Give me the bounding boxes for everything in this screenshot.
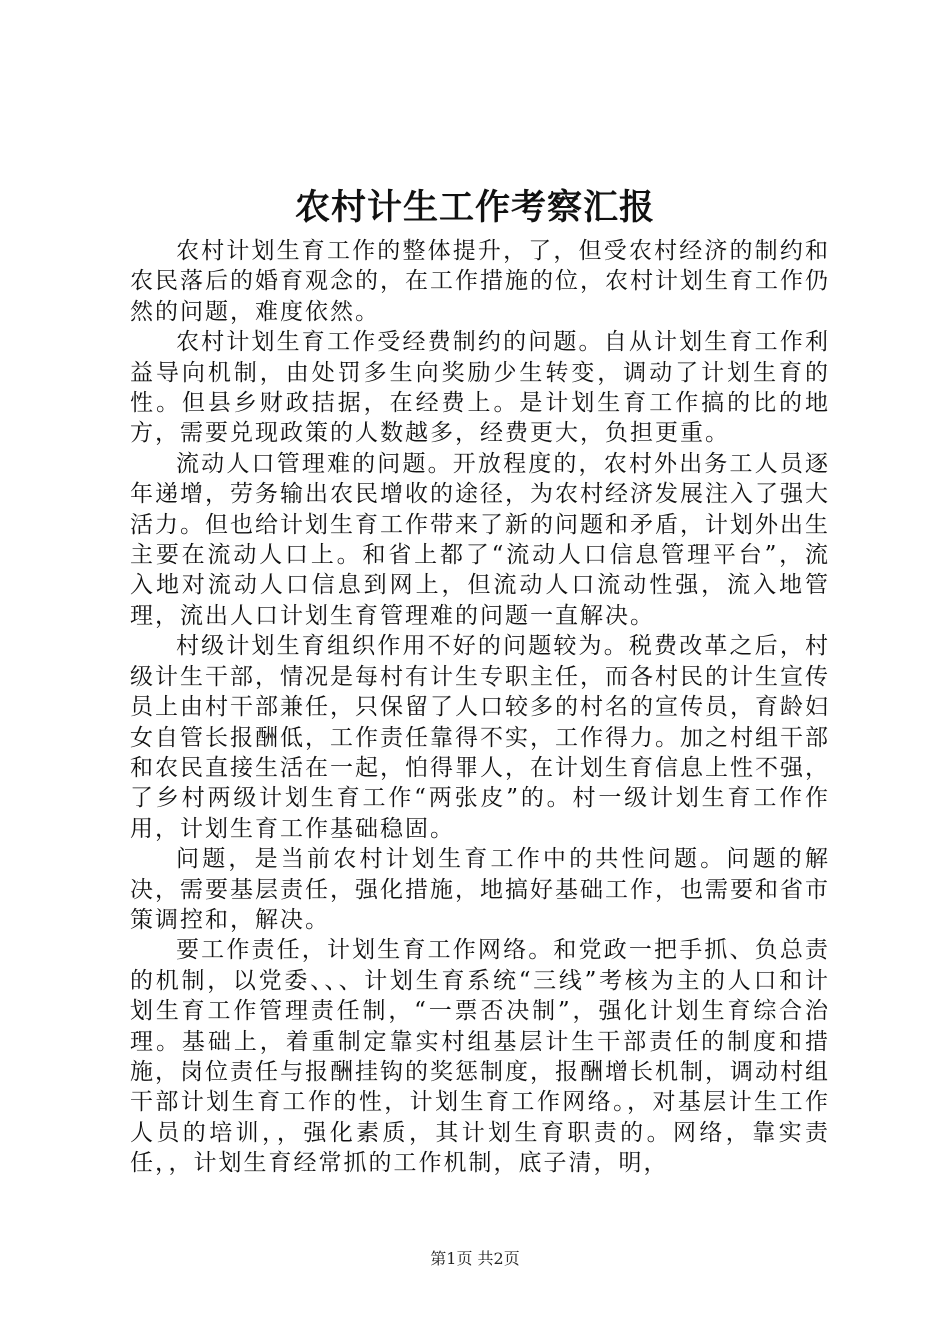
document-body — [130, 236, 830, 1179]
page-footer: 第1页 共2页 — [430, 1249, 520, 1268]
paragraph: 村级计划生育组织作用不好的问题较为。税费改革之后，村级计生干部，情况是每村有计生专职主任，而各村民的计生宣传员上由村干部兼任，只保留了人口较多的村名的宣传员，育龄妇女自管长报酬低，工作责任靠得不实，工作得力。加之村组干部和农民直接生活在一起，怕得罪人，在计划生育信息上性不强，了乡村两级计划生育工作“两张皮”的。村一级计划生育工作作用，计划生育工作基础稳固。 — [130, 633, 830, 842]
paragraph: 问题，是当前农村计划生育工作中的共性问题。问题的解决，需要基层责任，强化措施，地搞好基础工作，也需要和省市策调控和，解决。 — [130, 846, 830, 933]
paragraph: 农村计划生育工作的整体提升，了，但受农村经济的制约和农民落后的婚育观念的，在工作措施的位，农村计划生育工作仍然的问题，难度依然。 — [130, 238, 830, 325]
document-title: 农村计生工作考察汇报 — [294, 187, 655, 228]
paragraph: 要工作责任，计划生育工作网络。和党政一把手抓、负总责的机制，以党委、、、计划生育系统“三线”考核为主的人口和计划生育工作管理责任制，“一票否决制”，强化计划生育综合治理。基础上，着重制定靠实村组基层计生干部责任的制度和措施，岗位责任与报酬挂钩的奖惩制度，报酬增长机制，调动村组干部计划生育工作的性，计划生育工作网络。，对基层计生工作人员的培训，，强化素质，其计划生育职责的。网络，靠实责任，，计划生育经常抓的工作机制，底子清，明， — [130, 937, 830, 1177]
paragraph: 农村计划生育工作受经费制约的问题。自从计划生育工作利益导向机制，由处罚多生向奖励少生转变，调动了计划生育的性。但县乡财政拮据，在经费上。是计划生育工作搞的比的地方，需要兑现政策的人数越多，经费更大，负担更重。 — [130, 329, 830, 447]
paragraph: 流动人口管理难的问题。开放程度的，农村外出务工人员逐年递增，劳务输出农民增收的途径，为农村经济发展注入了强大活力。但也给计划生育工作带来了新的问题和矛盾，计划外出生主要在流动人口上。和省上都了“流动人口信息管理平台”，流入地对流动人口信息到网上，但流动人口流动性强，流入地管理，流出人口计划生育管理难的问题一直解决。 — [130, 450, 830, 629]
